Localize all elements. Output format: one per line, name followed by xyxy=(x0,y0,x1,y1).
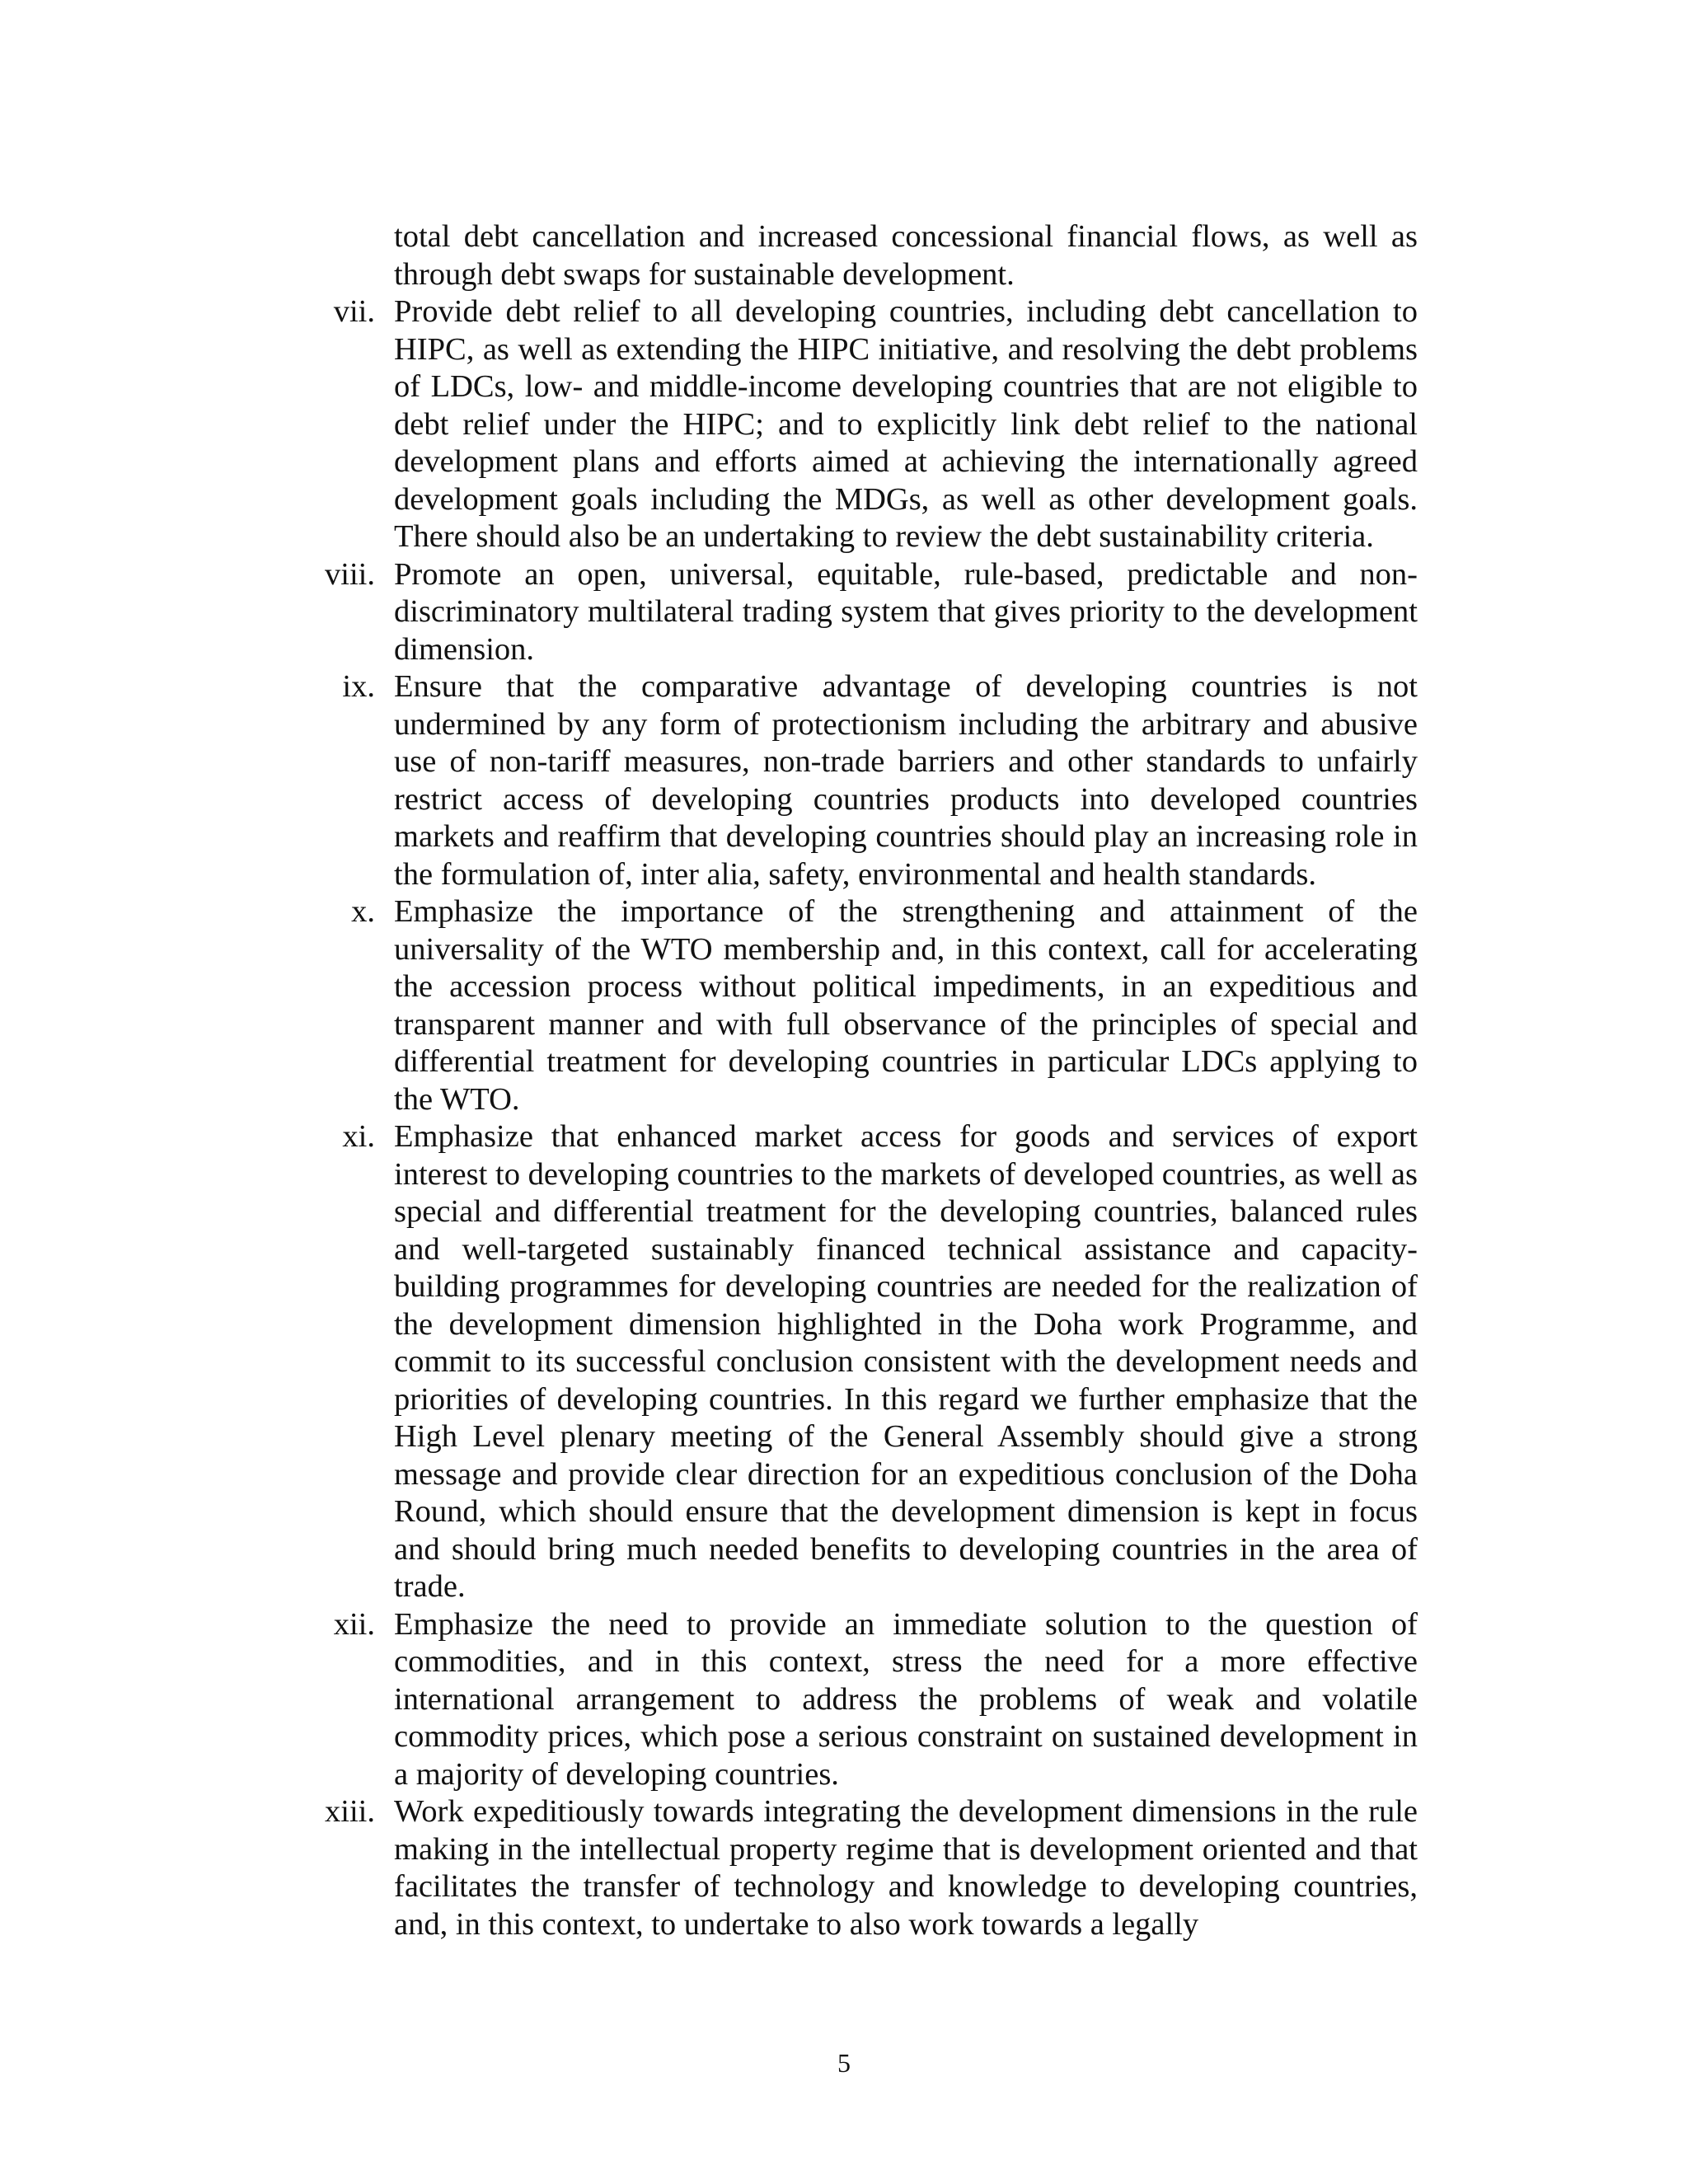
list-item-xii xyxy=(293,1606,1418,1794)
item-number: xii. xyxy=(333,1606,375,1642)
item-number: xi. xyxy=(342,1119,375,1154)
item-text: Work expeditiously towards integrating the development dimensions in the rule making in the intellectual property regime that is development oriented and that facilitates the transfer of technology and knowledge to developing countries, and, in this context, to undertake to also work towards a legally xyxy=(394,1794,1418,1942)
item-text: Promote an open, universal, equitable, rule-based, predictable and non-discriminatory multilateral trading system that gives priority to the development dimension. xyxy=(394,556,1418,667)
list-item-vii xyxy=(293,293,1418,556)
item-number: vii. xyxy=(333,294,375,329)
item-text: Emphasize the importance of the strengthening and attainment of the universality of the WTO membership and, in this context, call for accelerating the accession process without political impediments, in an expeditious and transparent manner and with full observance of the principles of special and differential treatment for developing countries in particular LDCs applying to the WTO. xyxy=(394,894,1418,1117)
list-item-x xyxy=(293,893,1418,1118)
item-number: viii. xyxy=(325,556,375,592)
item-number: x. xyxy=(351,894,375,929)
item-text: Provide debt relief to all developing countries, including debt cancellation to HIPC, as well as extending the HIPC initiative, and resolving the debt problems of LDCs, low- and middle-income developing countries that are not eligible to debt relief under the HIPC; and to explicitly link debt relief to the national development plans and efforts aimed at achieving the internationally agreed development goals including the MDGs, as well as other development goals. There should also be an undertaking to review the debt sustainability criteria. xyxy=(394,294,1418,554)
item-text: Emphasize that enhanced market access for goods and services of export interest to developing countries to the markets of developed countries, as well as special and differential treatment for the developing countries, balanced rules and well-targeted sustainably financed technical assistance and capacity-building programmes for developing countries are needed for the realization of the development dimension highlighted in the Doha work Programme, and commit to its successful conclusion consistent with the development needs and priorities of developing countries. In this regard we further emphasize that the High Level plenary meeting of the General Assembly should give a strong message and provide clear direction for an expeditious conclusion of the Doha Round, which should ensure that the development dimension is kept in focus and should bring much needed benefits to developing countries in the area of trade. xyxy=(394,1119,1418,1604)
item-number: ix. xyxy=(342,669,375,704)
item-text: Emphasize the need to provide an immediate solution to the question of commodities, and in this context, stress the need for a more effective international arrangement to address the problems of weak and volatile commodity prices, which pose a serious constraint on sustained development in a majority of developing countries. xyxy=(394,1606,1418,1792)
list-item-viii xyxy=(293,556,1418,669)
list-item-ix xyxy=(293,668,1418,893)
page-number: 5 xyxy=(837,2048,851,2078)
item-number: xiii. xyxy=(325,1794,375,1829)
item-text: Ensure that the comparative advantage of developing countries is not undermined by any form of protectionism including the arbitrary and abusive use of non-tariff measures, non-trade barriers and other standards to unfairly restrict access of developing countries products into developed countries markets and reaffirm that developing countries should play an increasing role in the formulation of, inter alia, safety, environmental and health standards. xyxy=(394,669,1418,892)
list-item-xiii xyxy=(293,1793,1418,1943)
document-body xyxy=(293,218,1418,1943)
list-item-xi xyxy=(293,1118,1418,1606)
continuation-paragraph: total debt cancellation and increased concessional financial flows, as well as through debt swaps for sustainable development. xyxy=(394,219,1418,292)
